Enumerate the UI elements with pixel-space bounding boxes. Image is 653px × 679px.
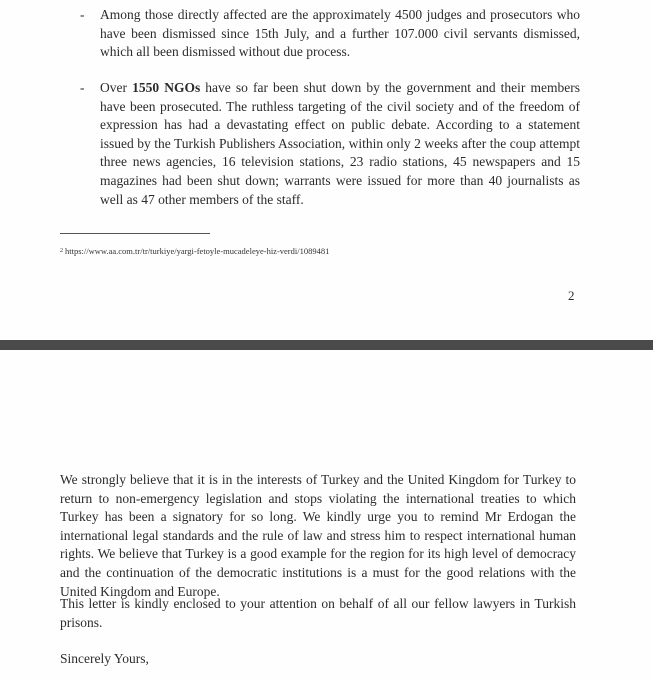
bullet-lead: Over (100, 80, 133, 95)
page-divider (0, 340, 653, 350)
footnote-link[interactable]: https://www.aa.com.tr/tr/turkiye/yargi-fetoyle-mucadeleye-hiz-verdi/1089481 (65, 246, 330, 256)
bullet-text (100, 79, 580, 209)
bullet-bold-figure: 1550 NGOs (132, 80, 201, 95)
footnote-marker: 2 (60, 248, 63, 254)
page-number: 2 (568, 288, 575, 303)
footnote-separator (60, 233, 210, 234)
paragraph-enclosure: This letter is kindly enclosed to your attention on behalf of all our fellow lawyers in Turkish prisons. (60, 596, 576, 630)
paragraph-appeal: We strongly believe that it is in the interests of Turkey and the United Kingdom for Turkey to return to non-emergency legislation and stops violating the international treaties to which Turkey has been a signatory for so long. We kindly urge you to remind Mr Erdogan the international legal standards and the rule of law and stress him to respect international human rights. We believe that Turkey is a good example for the region for its high level of democracy and the continuation of the democratic institutions is a must for the good relations with the United Kingdom and Europe. (60, 472, 576, 599)
footnote (60, 245, 329, 257)
signoff: Sincerely Yours, (60, 651, 149, 666)
bullet-dash: - (80, 80, 85, 95)
bullet-body: have so far been shut down by the government and their members have been prosecuted. The ruthless targeting of the civil society and of the freedom of expression has had a devastating effect on public debate. According to a statement issued by the Turkish Publishers Association, within only 2 weeks after the coup attempt three news agencies, 16 television stations, 23 radio stations, 45 newspapers and 15 magazines had been shut down; warrants were issued for more than 40 journalists as well as 47 other members of the staff. (100, 80, 580, 207)
bullet-text: Among those directly affected are the approximately 4500 judges and prosecutors who have been dismissed since 15th July, and a further 107.000 civil servants dismissed, which all been dismissed without due process. (100, 7, 580, 60)
bullet-dash: - (80, 7, 85, 22)
